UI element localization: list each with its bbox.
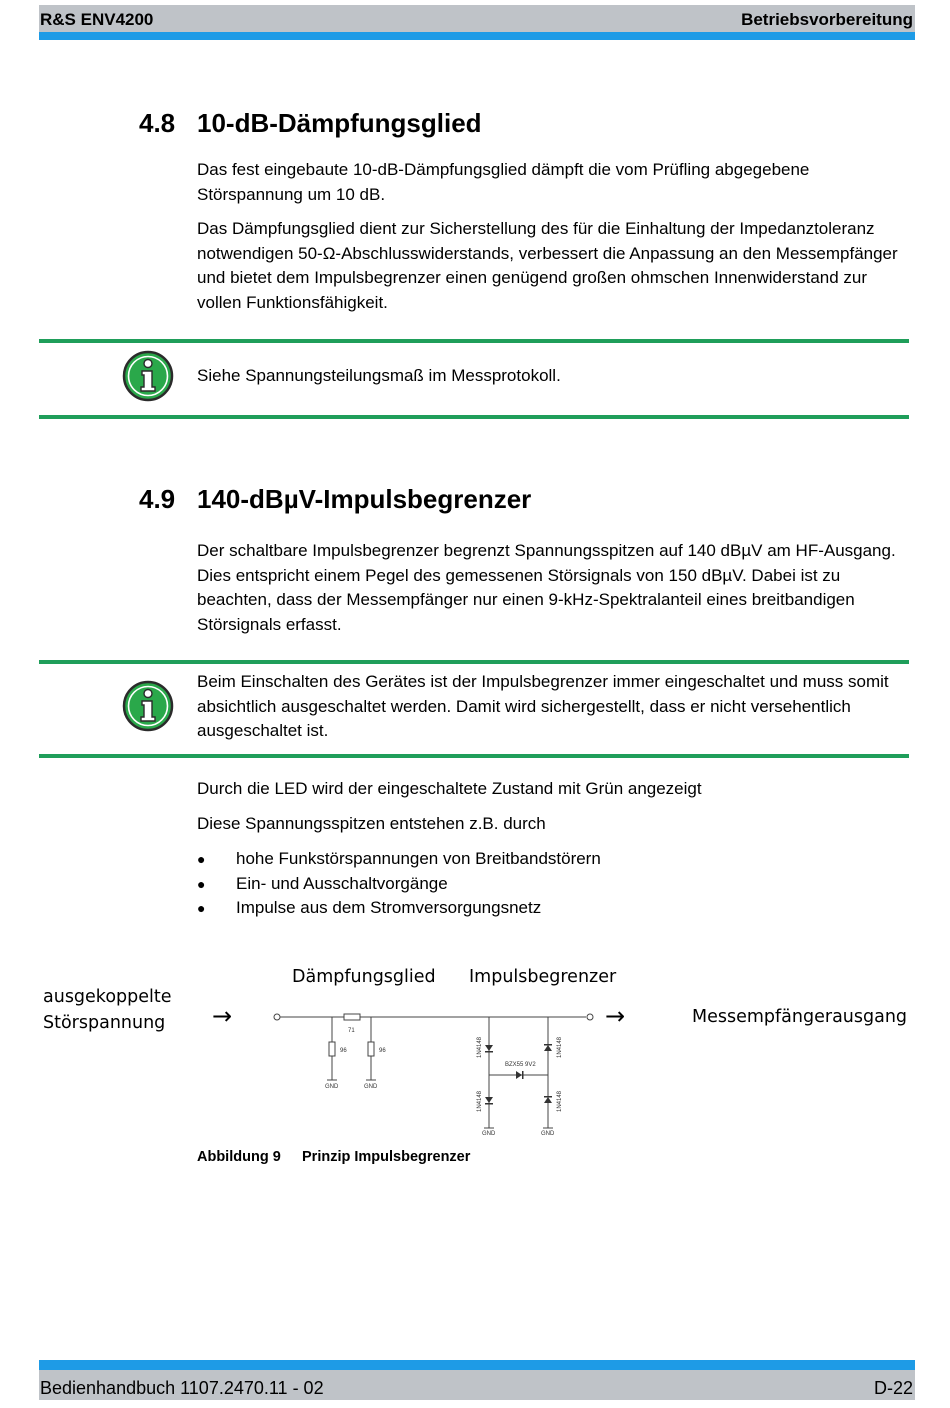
input-label-line1: ausgekoppelte [43,987,172,1007]
bullet-icon: ● [197,851,206,867]
diode-label: 1N4148 [557,1036,563,1058]
output-arrow-icon: → [605,1002,626,1030]
gnd-label: GND [541,1131,555,1137]
limiter-label: Impulsbegrenzer [469,967,617,987]
page-number: D-22 [873,1378,913,1398]
note-limiter-default-on: Beim Einschalten des Gerätes ist der Impulsbegrenzer immer eingeschaltet und muss somit absichtlich ausgeschaltet werden. Damit wird sichergestellt, dass er nicht versehentlich ausgeschaltet ist. [197,672,889,740]
section-4-8-title: 10-dB-Dämpfungsglied [197,108,482,138]
bullet-icon: ● [197,900,206,916]
led-text: Durch die LED wird der eingeschaltete Zustand mit Grün angezeigt [197,779,702,798]
attenuator-label: Dämpfungsglied [292,967,436,987]
footer-manual-id: Bedienhandbuch 1107.2470.11 - 02 [40,1378,324,1398]
section-4-9-para1: Der schaltbare Impulsbegrenzer begrenzt Spannungsspitzen auf 140 dBµV am HF-Ausgang. Dies entspricht einem Pegel des gemessenen Störsignals von 150 dBµV. Dabei ist zu beachten, dass der Messempfänger nur einen 9-kHz-Spektralanteil eines breitbandigen Störsignals erfasst. [197,541,896,634]
figure-caption-number: Abbildung 9 [197,1149,281,1165]
header-product: R&S ENV4200 [40,10,154,29]
r-shunt2-label: 96 [379,1048,386,1054]
input-arrow-icon: → [212,1002,233,1030]
r-shunt1-label: 96 [340,1048,347,1054]
header-accent-stripe [39,32,915,40]
section-4-9-title: 140-dBµV-Impulsbegrenzer [197,484,532,514]
diode-label: 1N4148 [557,1090,563,1112]
section-4-9-number: 4.9 [139,484,176,514]
info-icon [122,680,174,732]
diode-label: 1N4148 [477,1090,483,1112]
bullet-icon: ● [197,876,206,892]
zener-label: BZX55 9V2 [505,1062,536,1068]
header-chapter: Betriebsvorbereitung [741,10,913,29]
section-4-8-para1: Das fest eingebaute 10-dB-Dämpfungsglied dämpft die vom Prüfling abgegebene Störspannung um 10 dB. [197,160,810,204]
diode-label: 1N4148 [477,1036,483,1058]
circuit-schematic [260,1000,610,1140]
r-series-label: 71 [348,1028,355,1034]
gnd-label: GND [364,1084,378,1090]
note-measurement-protocol: Siehe Spannungsteilungsmaß im Messprotokoll. [197,366,561,385]
gnd-label: GND [325,1084,339,1090]
gnd-label: GND [482,1131,496,1137]
figure-caption-text: Prinzip Impulsbegrenzer [302,1149,471,1165]
output-label: Messempfängerausgang [692,1007,908,1027]
info-icon [122,350,174,402]
section-4-8-number: 4.8 [139,108,176,138]
note-rule-top [39,339,909,343]
section-4-8-para2: Das Dämpfungsglied dient zur Sicherstellung des für die Einhaltung der Impedanztoleranz notwendigen 50-Ω-Abschlusswiderstands, verbessert die Anpassung an den Messempfänger und bietet dem Impulsbegrenzer einen genügend großen ohmschen Innenwiderstand zur vollen Funktionsfähigkeit. [197,219,898,312]
footer-accent-stripe [39,1360,915,1370]
list-intro: Diese Spannungsspitzen entstehen z.B. durch [197,814,546,833]
note-rule-bottom [39,754,909,758]
note-rule-top [39,660,909,664]
input-label-line2: Störspannung [43,1013,166,1033]
note-rule-bottom [39,415,909,419]
